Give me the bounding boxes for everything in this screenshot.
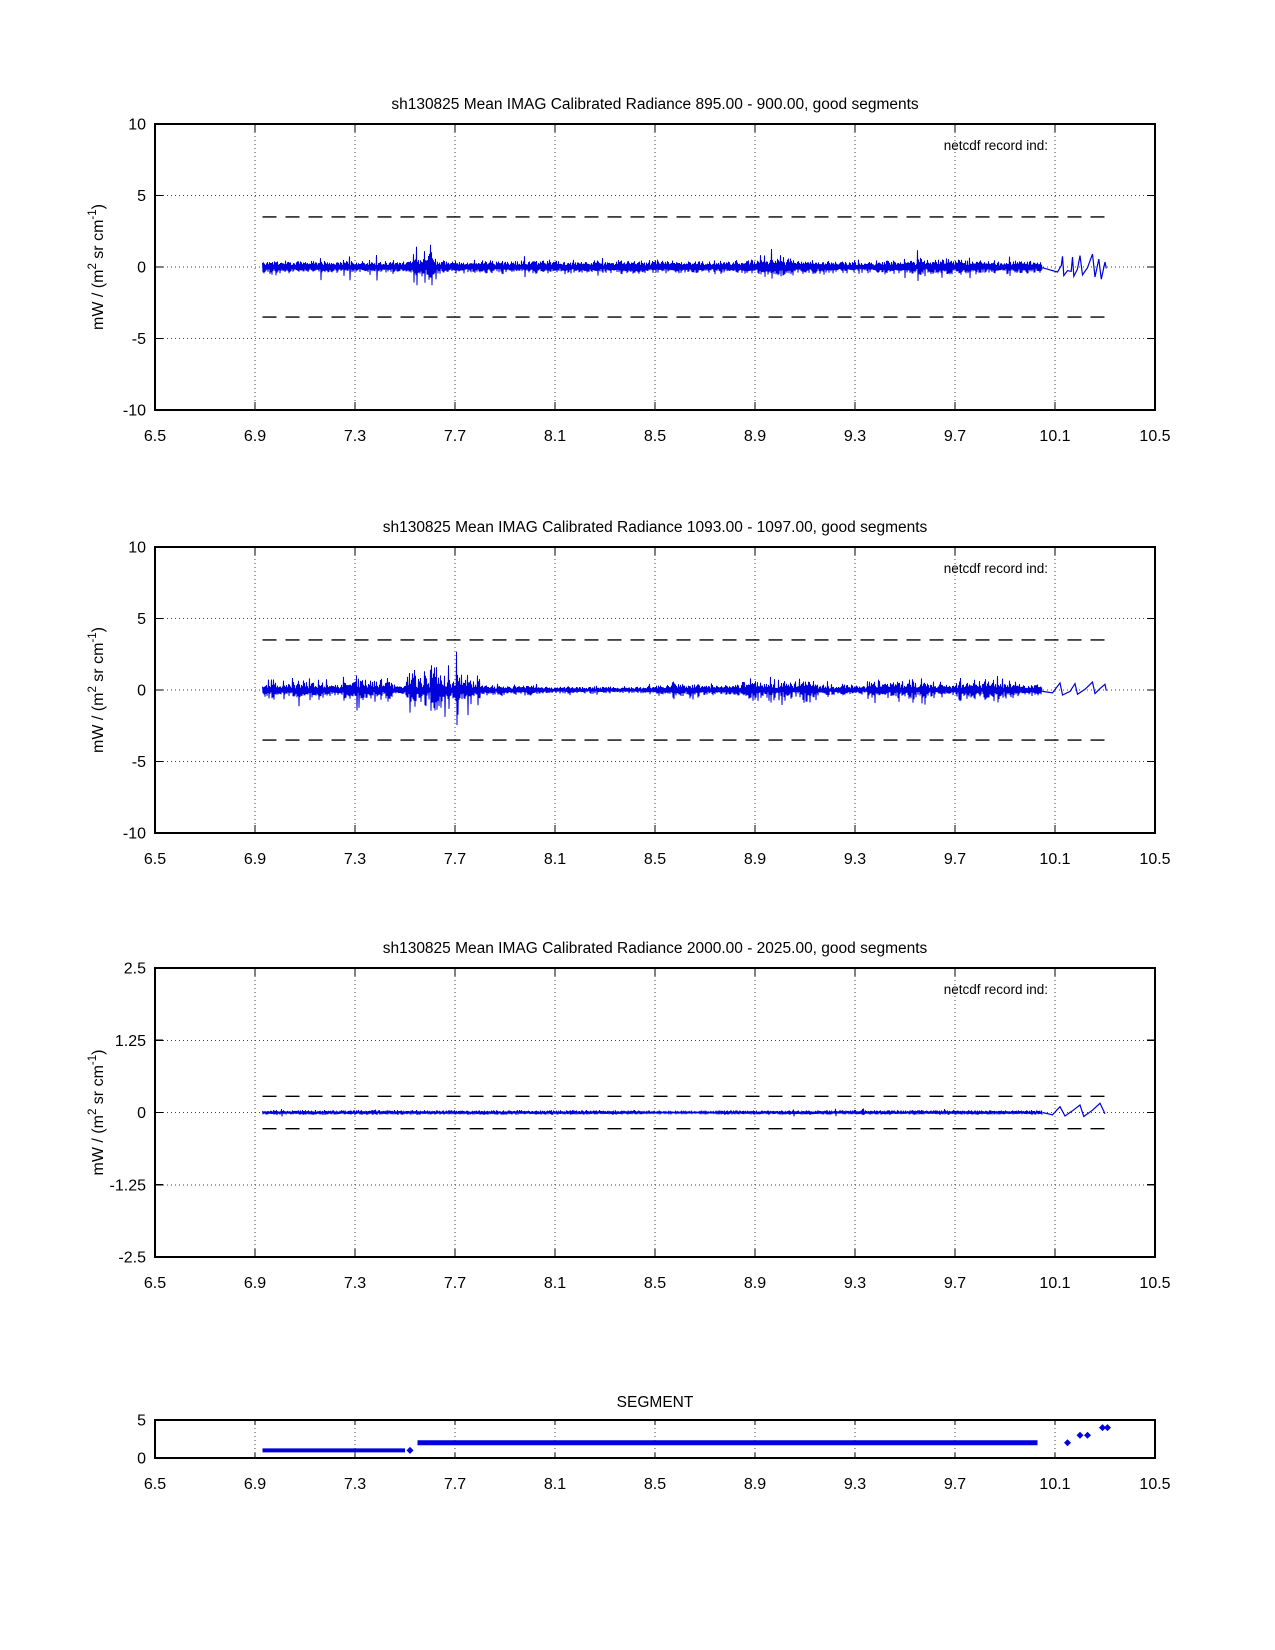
x-tick-label: 7.3 xyxy=(343,851,367,868)
x-tick-label: 8.1 xyxy=(543,851,567,868)
y-axis-label: mW / ($m^2$ sr $cm^{-1}$) xyxy=(87,1049,107,1176)
x-tick-label: 8.5 xyxy=(643,1275,667,1292)
x-tick-label: 9.3 xyxy=(843,1476,867,1493)
y-tick-label: 2.5 xyxy=(123,960,146,978)
y-tick-label: 5 xyxy=(137,1412,146,1430)
y-tick-label: -5 xyxy=(131,331,146,348)
x-tick-label: 7.3 xyxy=(343,1275,367,1292)
x-tick-label: 8.5 xyxy=(643,1476,667,1493)
x-tick-label: 9.7 xyxy=(943,851,967,868)
signal-trace xyxy=(263,245,1043,286)
x-tick-label: 8.1 xyxy=(543,1476,567,1493)
plot-title: SEGMENT xyxy=(616,1394,694,1411)
plot-title: sh130825 Mean IMAG Calibrated Radiance 2000.00 - 2025.00, good segments xyxy=(382,940,928,957)
plot-4 xyxy=(137,1394,1171,1493)
plot-3 xyxy=(87,940,1171,1292)
y-tick-label: -1.25 xyxy=(109,1177,146,1195)
x-tick-label: 9.3 xyxy=(843,1275,867,1292)
x-tick-label: 6.5 xyxy=(143,1476,167,1493)
x-tick-label: 8.1 xyxy=(543,428,567,445)
signal-tail xyxy=(1043,1103,1106,1116)
x-tick-label: 7.3 xyxy=(343,1476,367,1493)
y-axis-label: mW / ($m^2$ sr $cm^{-1}$) xyxy=(87,627,107,753)
plot-title: sh130825 Mean IMAG Calibrated Radiance 1093.00 - 1097.00, good segments xyxy=(382,519,928,536)
segment-marker xyxy=(407,1447,414,1454)
x-tick-label: 10.1 xyxy=(1039,428,1071,445)
segment-marker xyxy=(1077,1432,1084,1439)
segment-marker xyxy=(1104,1424,1111,1431)
x-tick-label: 8.1 xyxy=(543,1275,567,1292)
x-tick-label: 9.3 xyxy=(843,851,867,868)
y-tick-label: 0 xyxy=(137,1450,146,1468)
x-tick-label: 10.5 xyxy=(1139,851,1171,868)
x-tick-label: 10.5 xyxy=(1139,1275,1171,1292)
x-tick-label: 7.3 xyxy=(343,428,367,445)
y-tick-label: 10 xyxy=(128,116,146,134)
x-tick-label: 10.5 xyxy=(1139,428,1171,445)
x-tick-label: 10.1 xyxy=(1039,851,1071,868)
x-tick-label: 7.7 xyxy=(443,1275,467,1292)
x-tick-label: 8.5 xyxy=(643,428,667,445)
netcdf-record-label: netcdf record ind: xyxy=(943,982,1048,997)
x-tick-label: 8.9 xyxy=(743,851,767,868)
x-tick-label: 9.7 xyxy=(943,1275,967,1292)
x-tick-label: 8.5 xyxy=(643,851,667,868)
signal-tail xyxy=(1043,254,1107,279)
x-tick-label: 6.5 xyxy=(143,428,167,445)
y-tick-label: 0 xyxy=(137,682,146,700)
y-tick-label: 0 xyxy=(137,259,146,277)
x-tick-label: 8.9 xyxy=(743,1476,767,1493)
x-tick-label: 9.7 xyxy=(943,428,967,445)
signal-trace xyxy=(263,652,1043,726)
y-tick-label: -2.5 xyxy=(118,1249,146,1267)
plot-1 xyxy=(87,96,1171,445)
y-tick-label: 5 xyxy=(137,611,146,628)
y-tick-label: -10 xyxy=(122,825,146,843)
netcdf-record-label: netcdf record ind: xyxy=(943,561,1048,576)
signal-trace xyxy=(263,1109,1043,1117)
segment-marker xyxy=(1084,1432,1091,1439)
y-tick-label: -5 xyxy=(131,754,146,771)
segment-marker xyxy=(1064,1439,1071,1446)
x-tick-label: 7.7 xyxy=(443,851,467,868)
plot-2 xyxy=(87,519,1171,868)
x-tick-label: 7.7 xyxy=(443,1476,467,1493)
signal-tail xyxy=(1043,682,1107,695)
y-tick-label: 1.25 xyxy=(114,1032,146,1050)
x-tick-label: 9.3 xyxy=(843,428,867,445)
x-tick-label: 6.5 xyxy=(143,1275,167,1292)
x-tick-label: 10.1 xyxy=(1039,1476,1071,1493)
plot-title: sh130825 Mean IMAG Calibrated Radiance 895.00 - 900.00, good segments xyxy=(391,96,919,113)
y-tick-label: -10 xyxy=(122,402,146,420)
y-tick-label: 0 xyxy=(137,1105,146,1122)
x-tick-label: 10.1 xyxy=(1039,1275,1071,1292)
x-tick-label: 8.9 xyxy=(743,428,767,445)
x-tick-label: 6.9 xyxy=(243,1476,267,1493)
y-tick-label: 5 xyxy=(137,188,146,205)
y-tick-label: 10 xyxy=(128,539,146,557)
y-axis-label: mW / ($m^2$ sr $cm^{-1}$) xyxy=(87,204,107,330)
x-tick-label: 8.9 xyxy=(743,1275,767,1292)
x-tick-label: 6.5 xyxy=(143,851,167,868)
netcdf-record-label: netcdf record ind: xyxy=(943,138,1048,153)
x-tick-label: 9.7 xyxy=(943,1476,967,1493)
x-tick-label: 6.9 xyxy=(243,851,267,868)
x-tick-label: 6.9 xyxy=(243,1275,267,1292)
x-tick-label: 7.7 xyxy=(443,428,467,445)
x-tick-label: 10.5 xyxy=(1139,1476,1171,1493)
x-tick-label: 6.9 xyxy=(243,428,267,445)
